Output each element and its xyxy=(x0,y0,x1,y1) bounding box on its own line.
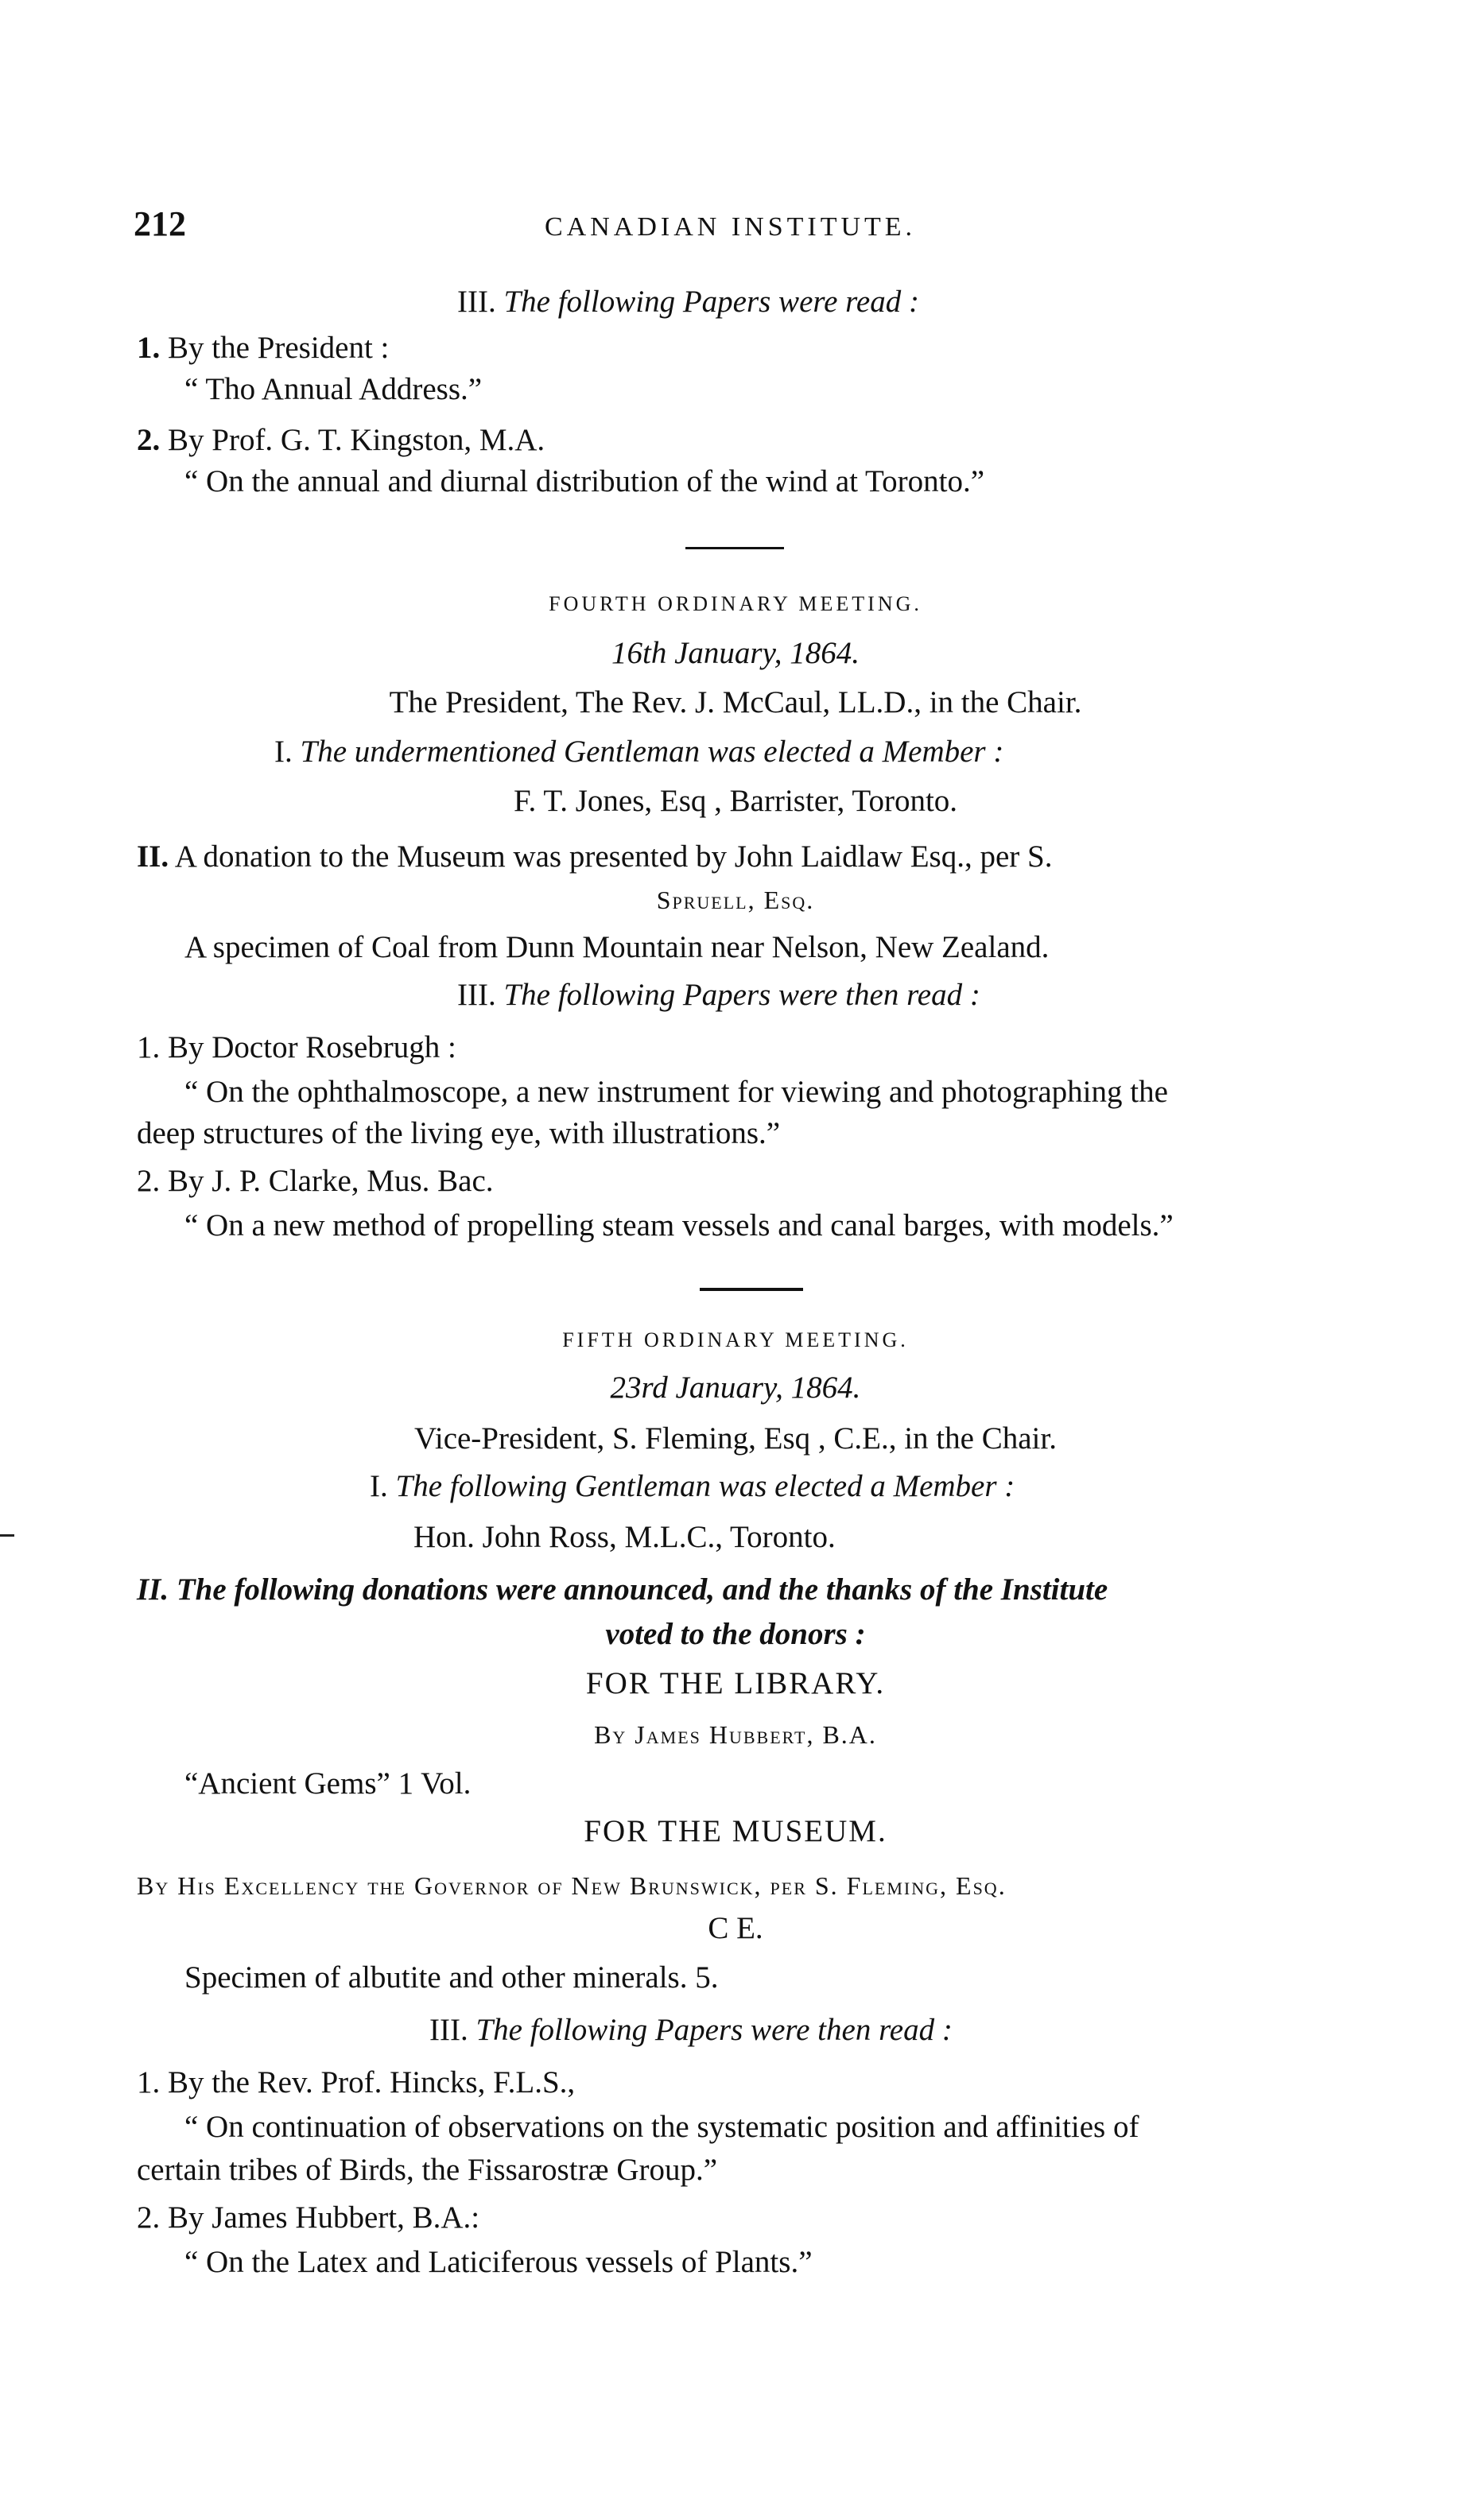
section-numeral: III. xyxy=(429,2013,468,2047)
museum-item: Specimen of albutite and other minerals. 5. xyxy=(184,1960,719,1995)
item-number: 1. xyxy=(137,1030,161,1064)
election-heading xyxy=(274,733,1003,771)
donations-heading-line-1 xyxy=(137,1571,1108,1609)
author-text: By James Hubbert, B.A.: xyxy=(168,2200,480,2235)
paper-1-author xyxy=(137,1029,456,1067)
library-item: “Ancient Gems” 1 Vol. xyxy=(184,1766,472,1801)
section-text: The following Papers were then read : xyxy=(475,2013,953,2047)
section-divider xyxy=(685,547,784,549)
donation-text-line-2: Spruell, Esq. xyxy=(656,886,815,914)
library-heading: FOR THE LIBRARY. xyxy=(585,1666,886,1700)
meeting-chair: The President, The Rev. J. McCaul, LL.D., in the Chair. xyxy=(389,685,1082,719)
section-numeral: II. xyxy=(137,839,169,874)
section-text: The following Papers were then read : xyxy=(503,978,980,1012)
item-number: 2. xyxy=(137,423,161,457)
papers-heading xyxy=(429,2011,953,2049)
section-text: The following donations were announced, and the thanks of the Institute xyxy=(176,1572,1108,1607)
section-text: The undermentioned Gentleman was elected a Member : xyxy=(300,735,1004,769)
author-text: By the Rev. Prof. Hincks, F.L.S., xyxy=(168,2065,576,2099)
margin-mark xyxy=(0,1534,14,1537)
donation-text: A donation to the Museum was presented by John Laidlaw Esq., per S. xyxy=(174,839,1053,874)
museum-donor-line-2: C E. xyxy=(708,1911,763,1945)
section-numeral: III. xyxy=(457,285,496,319)
meeting-chair: Vice-President, S. Fleming, Esq , C.E., in the Chair. xyxy=(414,1421,1057,1456)
paper-1-title-line-2: certain tribes of Birds, the Fissarostræ Group.” xyxy=(137,2153,718,2187)
paper-1-title: “ Tho Annual Address.” xyxy=(184,372,483,406)
paper-2-title: “ On the annual and diurnal distribution of the wind at Toronto.” xyxy=(184,464,985,498)
item-number: 1. xyxy=(137,2065,161,2099)
item-number: 2. xyxy=(137,2200,161,2235)
papers-heading xyxy=(457,976,980,1014)
paper-1-title-line-1: “ On continuation of observations on the systematic position and affinities of xyxy=(184,2110,1139,2144)
section-text: The following Gentleman was elected a Member : xyxy=(395,1469,1015,1503)
paper-1-author xyxy=(137,329,389,367)
section-text: The following Papers were read : xyxy=(503,285,919,319)
paper-2-title: “ On a new method of propelling steam vessels and canal barges, with models.” xyxy=(184,1208,1174,1243)
author-text: By Prof. G. T. Kingston, M.A. xyxy=(168,423,545,457)
paper-2-title: “ On the Latex and Laticiferous vessels of Plants.” xyxy=(184,2245,813,2279)
paper-2-author xyxy=(137,2199,479,2237)
meeting-heading: FOURTH ORDINARY MEETING. xyxy=(549,592,922,615)
member-name: Hon. John Ross, M.L.C., Toronto. xyxy=(413,1520,836,1554)
item-number: 2. xyxy=(137,1164,161,1198)
museum-heading: FOR THE MUSEUM. xyxy=(584,1814,887,1848)
donation-text-line-1 xyxy=(137,838,1052,876)
meeting-date: 16th January, 1864. xyxy=(611,636,860,670)
author-text: By Doctor Rosebrugh : xyxy=(168,1030,456,1064)
meeting-date: 23rd January, 1864. xyxy=(610,1370,861,1405)
election-heading xyxy=(370,1467,1015,1506)
museum-donor-line-1: By His Excellency the Governor of New Brunswick, per S. Fleming, Esq. xyxy=(137,1871,1007,1900)
item-number: 1. xyxy=(137,331,161,365)
running-title: CANADIAN INSTITUTE. xyxy=(545,212,917,242)
paper-1-author xyxy=(137,2064,575,2102)
paper-2-author xyxy=(137,1162,494,1200)
member-name: F. T. Jones, Esq , Barrister, Toronto. xyxy=(513,784,958,818)
section-iii-heading xyxy=(457,283,919,321)
section-numeral: I. xyxy=(274,735,293,769)
section-numeral: II. xyxy=(137,1572,169,1607)
paper-2-author xyxy=(137,421,545,459)
section-divider xyxy=(700,1288,803,1291)
donations-heading-line-2: voted to the donors : xyxy=(605,1617,866,1651)
paper-1-title-line-2: deep structures of the living eye, with illustrations.” xyxy=(137,1116,781,1150)
section-numeral: I. xyxy=(370,1469,388,1503)
library-donor: By James Hubbert, B.A. xyxy=(594,1720,877,1749)
specimen-text: A specimen of Coal from Dunn Mountain near Nelson, New Zealand. xyxy=(184,930,1050,964)
page-number: 212 xyxy=(134,204,186,243)
section-numeral: III. xyxy=(457,978,496,1012)
author-text: By J. P. Clarke, Mus. Bac. xyxy=(168,1164,494,1198)
meeting-heading: FIFTH ORDINARY MEETING. xyxy=(562,1328,909,1351)
author-text: By the President : xyxy=(168,331,390,365)
paper-1-title-line-1: “ On the ophthalmoscope, a new instrument for viewing and photographing the xyxy=(184,1075,1168,1109)
